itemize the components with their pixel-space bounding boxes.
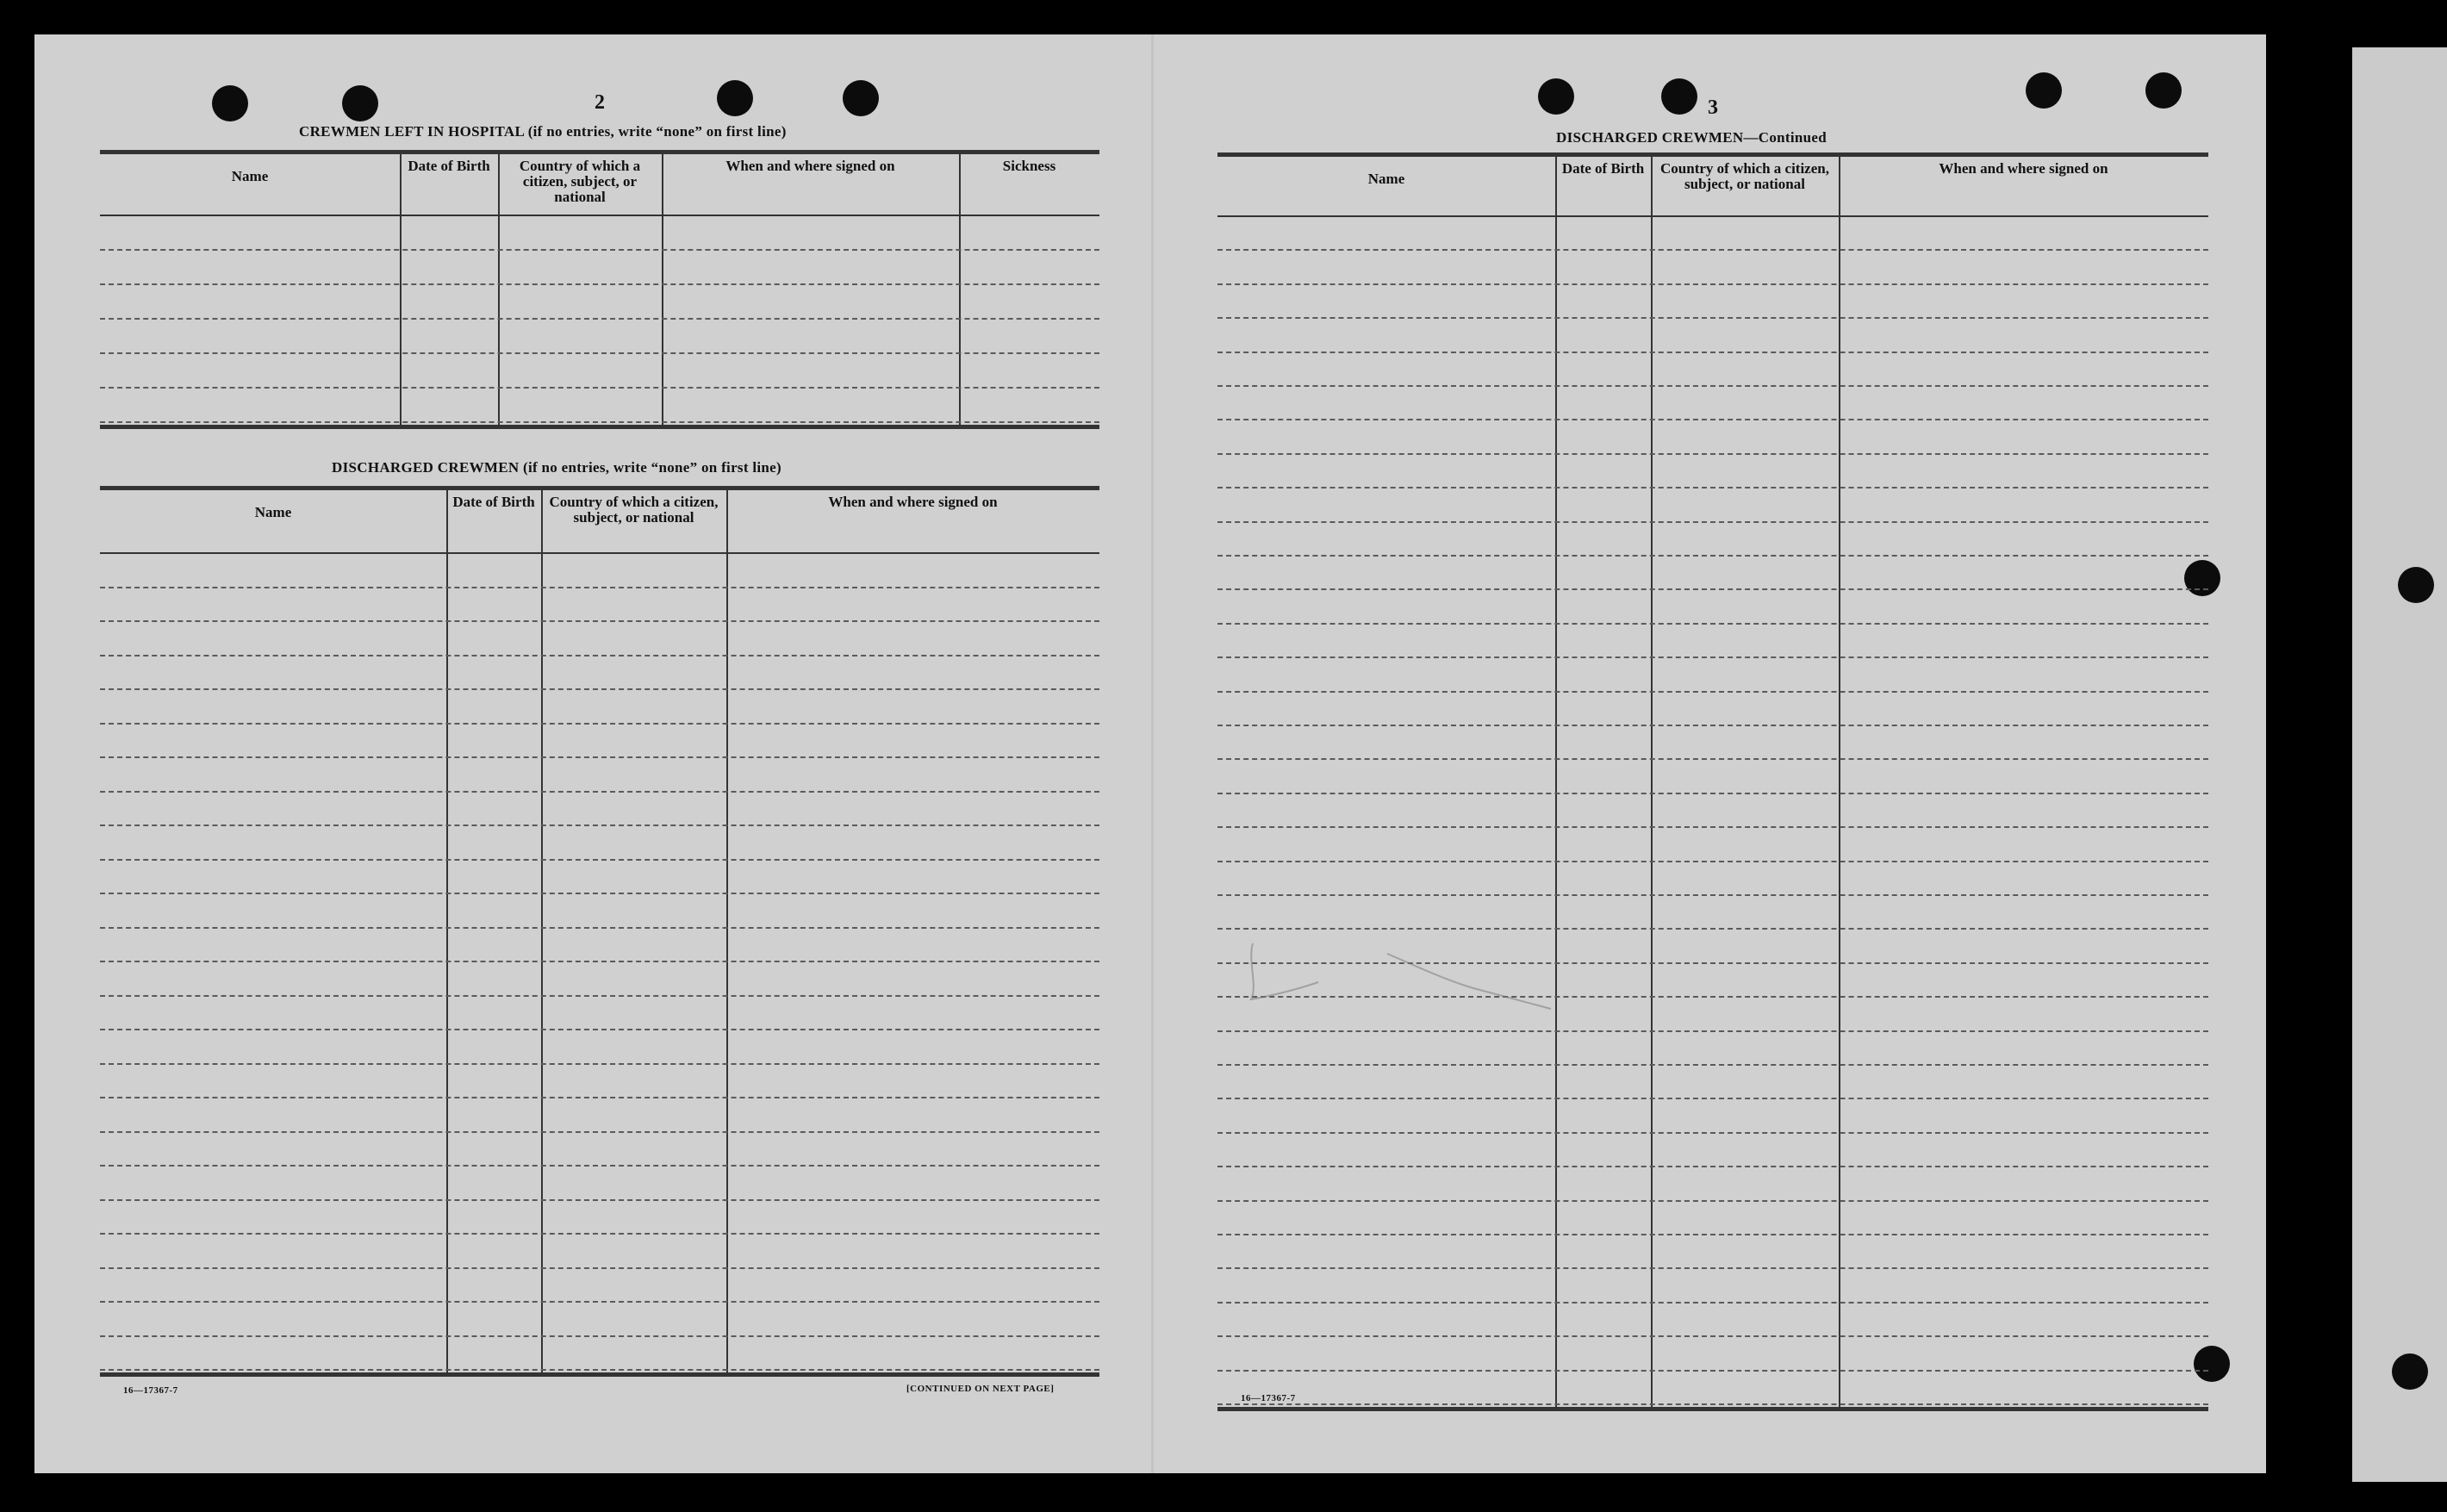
column-header: Name bbox=[231, 168, 269, 184]
table-row bbox=[1217, 826, 2208, 828]
table-row bbox=[100, 893, 1099, 894]
column-divider bbox=[1839, 152, 1840, 1409]
punch-hole bbox=[843, 80, 879, 116]
table-bottom-rule bbox=[100, 1372, 1099, 1377]
table-row bbox=[1217, 894, 2208, 896]
column-divider bbox=[1555, 152, 1557, 1409]
table-row bbox=[1217, 1302, 2208, 1304]
form-number: 16—17367-7 bbox=[123, 1385, 178, 1396]
column-divider bbox=[1651, 152, 1653, 1409]
table-row bbox=[100, 620, 1099, 622]
table-row bbox=[1217, 352, 2208, 353]
column-header: Country of which a citizen, subject, or national bbox=[519, 158, 641, 205]
page-fold bbox=[1151, 34, 1154, 1473]
continued-note: [CONTINUED ON NEXT PAGE] bbox=[906, 1384, 1055, 1394]
column-divider bbox=[498, 150, 500, 426]
table-row bbox=[100, 1165, 1099, 1167]
column-divider bbox=[400, 150, 402, 426]
table-row bbox=[100, 283, 1099, 285]
column-header: Date of Birth bbox=[452, 494, 535, 510]
table-row bbox=[1217, 1030, 2208, 1032]
table-row bbox=[1217, 861, 2208, 862]
punch-hole bbox=[2026, 72, 2062, 109]
table-top-rule bbox=[100, 150, 1099, 154]
table-row bbox=[100, 1335, 1099, 1337]
table-row bbox=[100, 387, 1099, 389]
table-row bbox=[1217, 1370, 2208, 1372]
punch-hole bbox=[717, 80, 753, 116]
table-row bbox=[1217, 758, 2208, 760]
table-top-rule bbox=[100, 486, 1099, 490]
punch-hole bbox=[2398, 567, 2434, 603]
table-row bbox=[100, 352, 1099, 354]
table-row bbox=[100, 1267, 1099, 1269]
table-row bbox=[1217, 419, 2208, 420]
table-row bbox=[100, 1199, 1099, 1201]
table-row bbox=[100, 318, 1099, 320]
table-row bbox=[1217, 453, 2208, 455]
table-row bbox=[100, 756, 1099, 758]
table-row bbox=[1217, 1403, 2208, 1405]
column-header: Name bbox=[1367, 171, 1405, 187]
adjacent-page-edge bbox=[2352, 47, 2447, 1482]
punch-hole bbox=[1661, 78, 1697, 115]
table-row bbox=[1217, 793, 2208, 794]
column-header: Country of which a citizen, subject, or national bbox=[1660, 160, 1829, 192]
table-row bbox=[100, 1097, 1099, 1098]
column-divider bbox=[446, 486, 448, 1374]
section-title-discharged-continued: DISCHARGED CREWMEN—Continued bbox=[1556, 129, 1827, 146]
table-row bbox=[100, 791, 1099, 793]
table-row bbox=[100, 1063, 1099, 1065]
column-header: Name bbox=[254, 504, 292, 520]
table-row bbox=[1217, 1098, 2208, 1099]
punch-hole bbox=[2184, 560, 2220, 596]
punch-hole bbox=[212, 85, 248, 121]
table-row bbox=[100, 1233, 1099, 1235]
table-row bbox=[1217, 623, 2208, 625]
table-row bbox=[1217, 385, 2208, 387]
table-row bbox=[1217, 725, 2208, 726]
table-row bbox=[100, 859, 1099, 861]
punch-hole bbox=[342, 85, 378, 121]
header-bottom-rule bbox=[100, 552, 1099, 554]
table-bottom-rule bbox=[1217, 1407, 2208, 1411]
table-row bbox=[100, 421, 1099, 423]
table-row bbox=[1217, 691, 2208, 693]
column-header: Country of which a citizen, subject, or national bbox=[549, 494, 719, 526]
column-header: When and where signed on bbox=[1939, 160, 2108, 177]
table-row bbox=[100, 688, 1099, 690]
column-divider bbox=[959, 150, 961, 426]
section-title-discharged: DISCHARGED CREWMEN (if no entries, write “none” on first line) bbox=[332, 459, 781, 476]
column-header: When and where signed on bbox=[828, 494, 998, 510]
table-row bbox=[100, 1369, 1099, 1371]
table-row bbox=[1217, 1166, 2208, 1167]
column-header: Date of Birth bbox=[1561, 160, 1645, 177]
table-row bbox=[100, 995, 1099, 997]
table-row bbox=[1217, 588, 2208, 590]
table-bottom-rule bbox=[100, 425, 1099, 429]
table-row bbox=[100, 249, 1099, 251]
table-row bbox=[1217, 928, 2208, 930]
table-row bbox=[1217, 1132, 2208, 1134]
table-row bbox=[1217, 283, 2208, 285]
form-number: 16—17367-7 bbox=[1241, 1393, 1296, 1403]
page-number: 3 bbox=[1708, 96, 1718, 119]
table-row bbox=[1217, 1200, 2208, 1202]
table-row bbox=[100, 655, 1099, 656]
page-number: 2 bbox=[595, 91, 605, 114]
table-row bbox=[1217, 555, 2208, 557]
punch-hole bbox=[2145, 72, 2182, 109]
section-title-hospital: CREWMEN LEFT IN HOSPITAL (if no entries, write “none” on first line) bbox=[299, 123, 787, 140]
column-divider bbox=[662, 150, 663, 426]
table-row bbox=[100, 587, 1099, 588]
table-row bbox=[1217, 1335, 2208, 1337]
column-header: When and where signed on bbox=[725, 158, 895, 174]
table-row bbox=[100, 1131, 1099, 1133]
table-row bbox=[1217, 1234, 2208, 1235]
table-row bbox=[100, 1029, 1099, 1030]
table-row bbox=[1217, 656, 2208, 658]
table-top-rule bbox=[1217, 152, 2208, 157]
column-header: Date of Birth bbox=[408, 158, 490, 174]
table-row bbox=[1217, 487, 2208, 488]
table-row bbox=[100, 1301, 1099, 1303]
punch-hole bbox=[2392, 1353, 2428, 1390]
table-row bbox=[1217, 1267, 2208, 1269]
table-row bbox=[1217, 521, 2208, 523]
table-row bbox=[1217, 317, 2208, 319]
header-bottom-rule bbox=[100, 215, 1099, 216]
table-row bbox=[100, 961, 1099, 962]
table-row bbox=[1217, 1064, 2208, 1066]
table-row bbox=[100, 927, 1099, 929]
punch-hole bbox=[1538, 78, 1574, 115]
pencil-mark bbox=[1241, 935, 1672, 1012]
column-divider bbox=[541, 486, 543, 1374]
table-row bbox=[100, 723, 1099, 725]
column-divider bbox=[726, 486, 728, 1374]
table-row bbox=[1217, 249, 2208, 251]
column-header: Sickness bbox=[1002, 158, 1056, 174]
header-bottom-rule bbox=[1217, 215, 2208, 217]
table-row bbox=[100, 824, 1099, 826]
punch-hole bbox=[2194, 1346, 2230, 1382]
